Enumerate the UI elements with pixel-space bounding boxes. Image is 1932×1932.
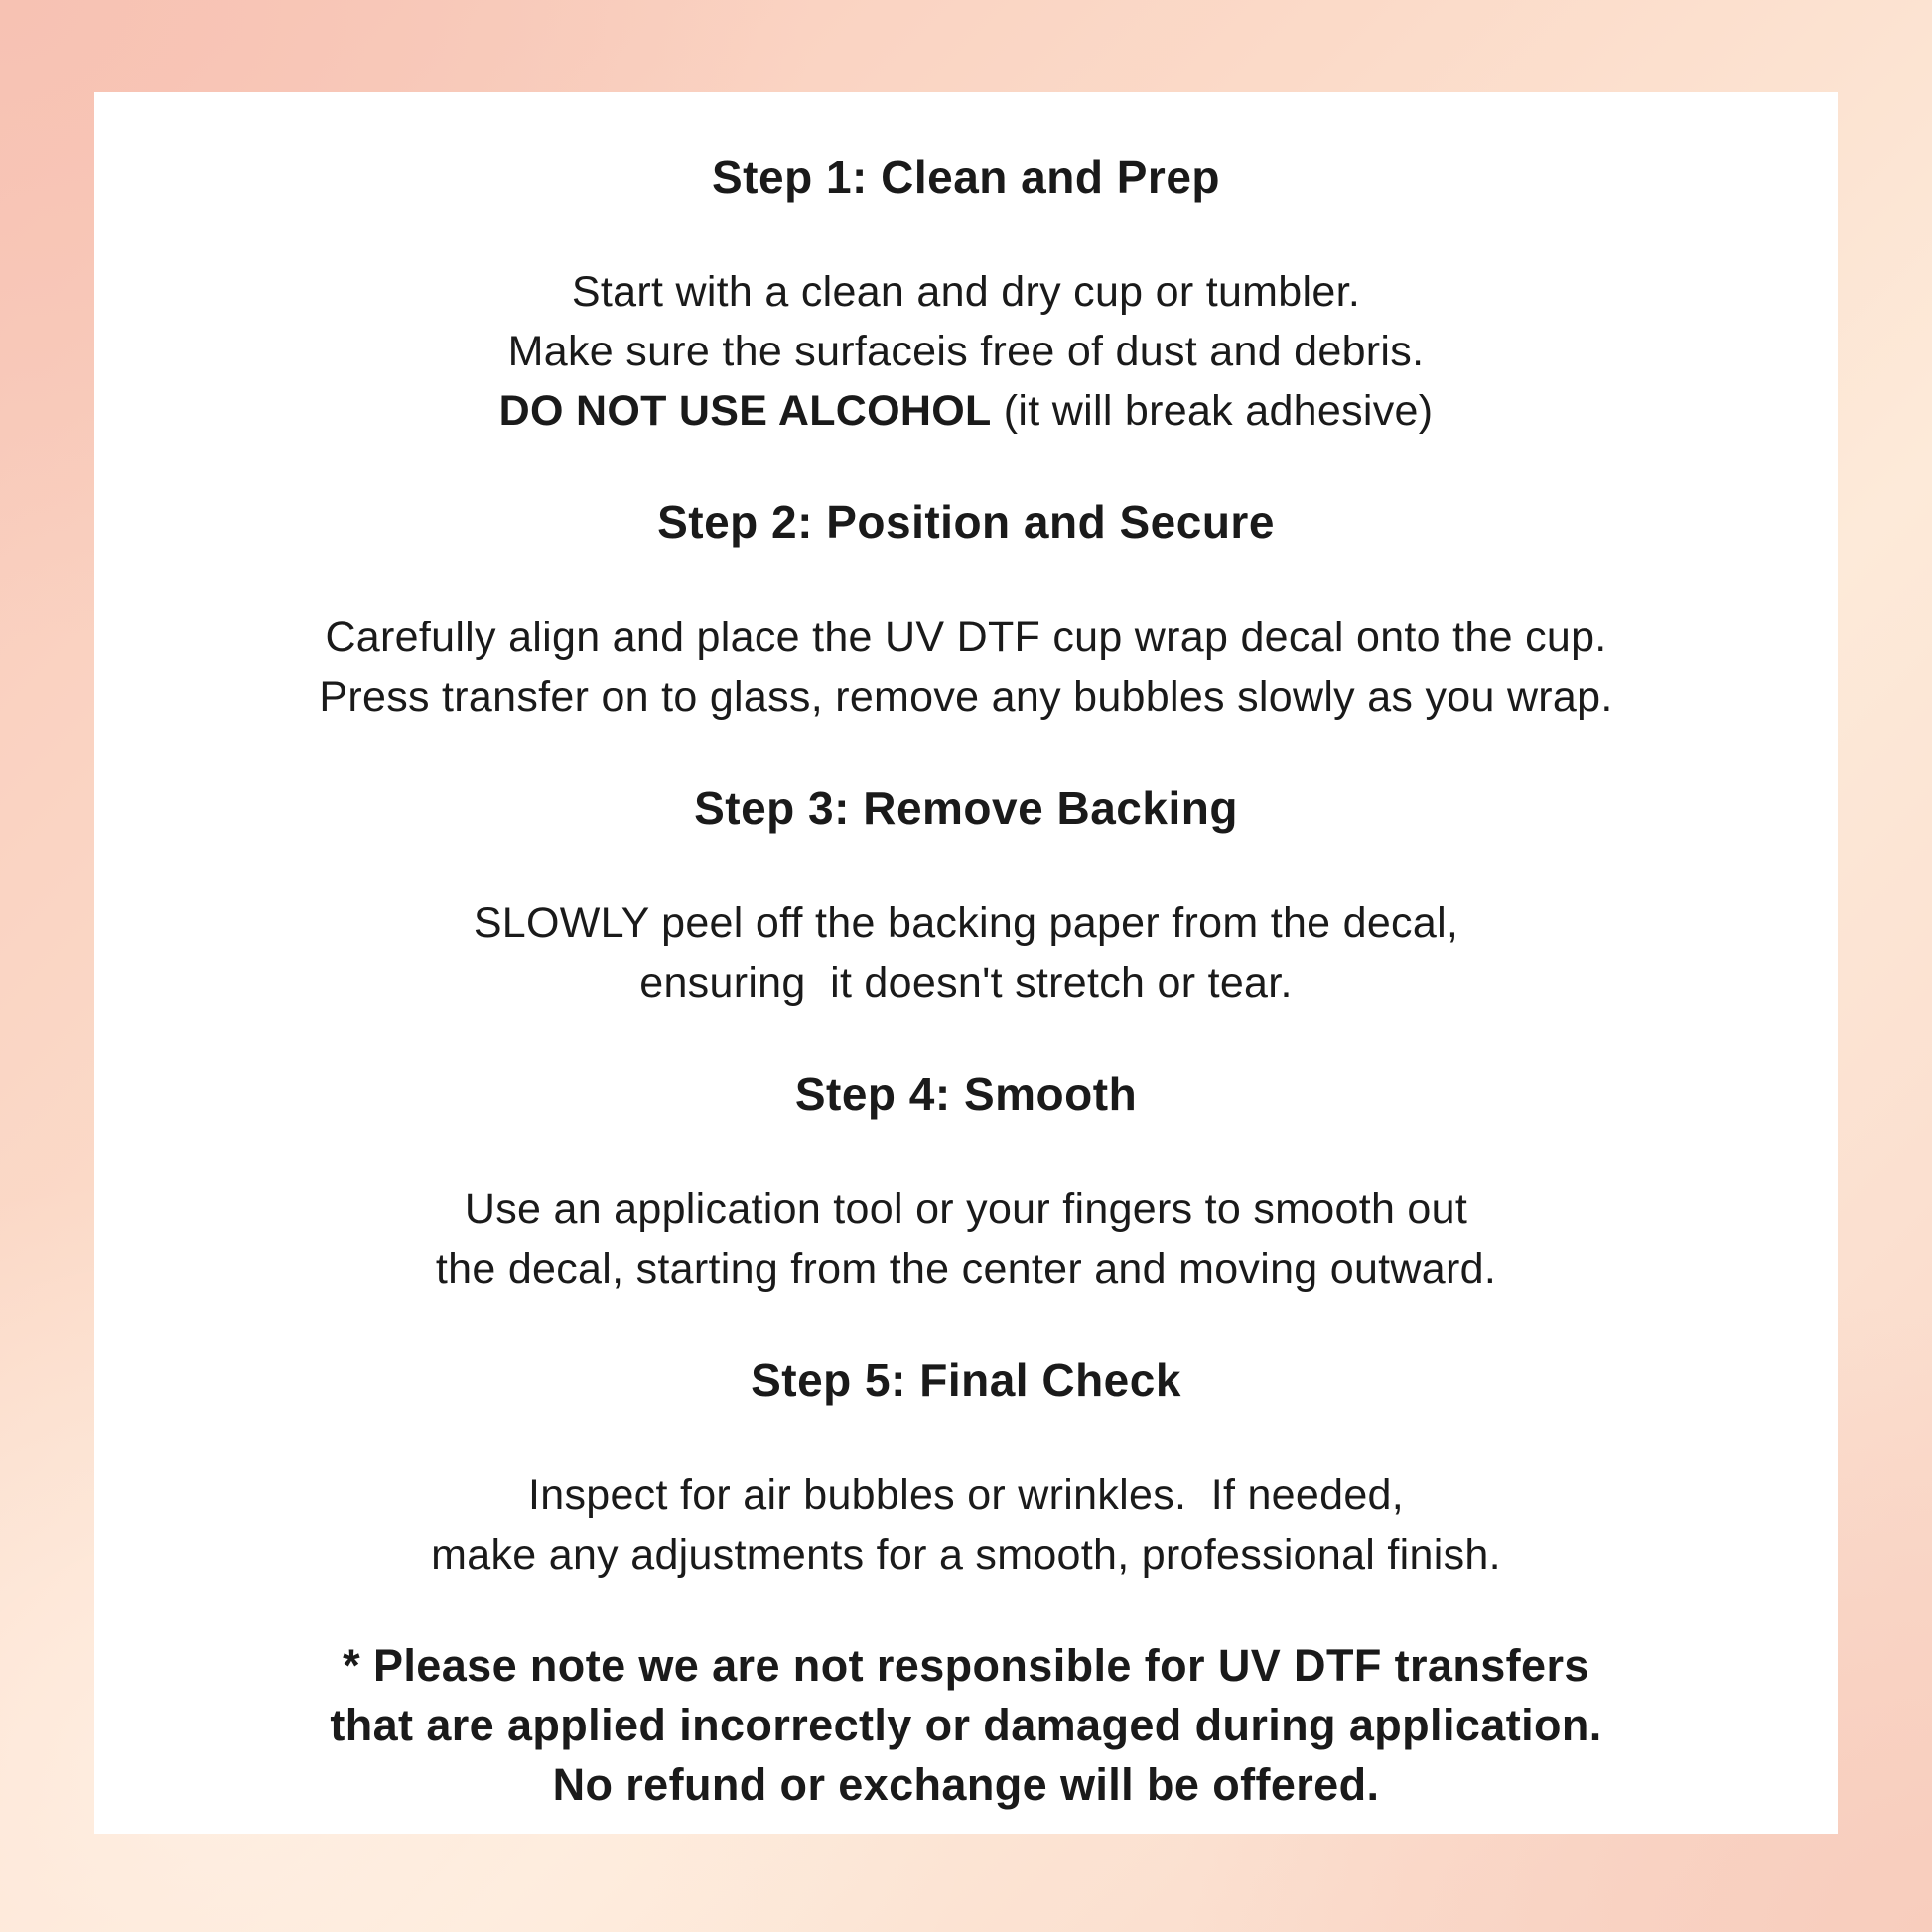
step-2-heading: Step 2: Position and Secure — [657, 496, 1275, 548]
disclaimer-line-2: that are applied incorrectly or damaged during application. — [330, 1700, 1602, 1750]
step-4-paragraph — [124, 1179, 1808, 1299]
step-4-heading: Step 4: Smooth — [794, 1068, 1138, 1120]
step-1-heading: Step 1: Clean and Prep — [711, 151, 1220, 203]
step-5-section — [124, 1350, 1808, 1585]
alcohol-warning-line — [124, 381, 1808, 441]
step-2-section — [124, 492, 1808, 727]
step-5-heading: Step 5: Final Check — [751, 1354, 1181, 1406]
step-3-heading: Step 3: Remove Backing — [694, 782, 1238, 834]
instruction-sheet — [94, 92, 1838, 1834]
step-4-line-1: Use an application tool or your fingers to smooth out — [464, 1185, 1468, 1233]
step-4-line-2: the decal, starting from the center and moving outward. — [435, 1245, 1497, 1293]
step-5-line-1: Inspect for air bubbles or wrinkles. If needed, — [527, 1471, 1405, 1519]
alcohol-warning-rest: (it will break adhesive) — [991, 387, 1434, 435]
step-5-line-2: make any adjustments for a smooth, professional finish. — [431, 1531, 1501, 1579]
step-3-paragraph — [124, 894, 1808, 1013]
disclaimer-line-3: No refund or exchange will be offered. — [552, 1759, 1380, 1810]
step-2-line-1: Carefully align and place the UV DTF cup wrap decal onto the cup. — [325, 614, 1607, 661]
step-2-line-2: Press transfer on to glass, remove any bubbles slowly as you wrap. — [319, 673, 1613, 721]
step-3-line-1: SLOWLY peel off the backing paper from the decal, — [473, 899, 1459, 947]
step-1-line-1: Start with a clean and dry cup or tumbler. — [571, 268, 1361, 316]
step-1-line-2: Make sure the surfaceis free of dust and debris. — [507, 328, 1425, 375]
step-2-paragraph — [124, 608, 1808, 727]
step-1-section — [124, 147, 1808, 441]
step-1-paragraph — [124, 262, 1808, 441]
step-5-paragraph — [124, 1465, 1808, 1585]
disclaimer-line-1: * Please note we are not responsible for UV DTF transfers — [343, 1640, 1589, 1691]
step-3-line-2: ensuring it doesn't stretch or tear. — [639, 959, 1293, 1007]
disclaimer-note — [124, 1636, 1808, 1815]
step-4-section — [124, 1064, 1808, 1299]
alcohol-warning-bold: DO NOT USE ALCOHOL — [498, 387, 992, 435]
step-3-section — [124, 778, 1808, 1013]
